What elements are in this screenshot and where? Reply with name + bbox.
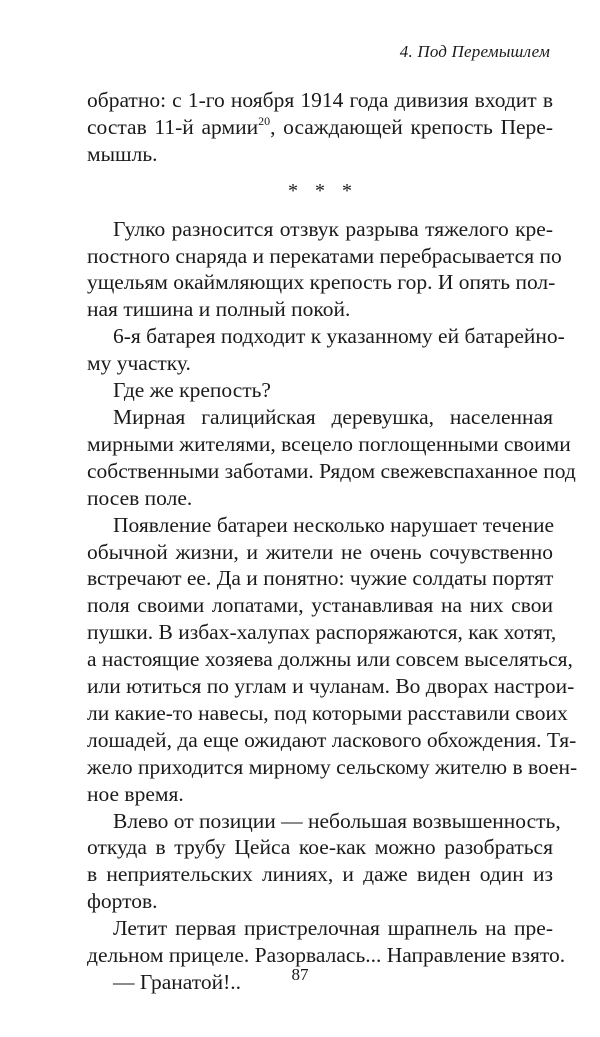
text-line: мышль.	[87, 141, 158, 166]
text-fragment: состав 11-й армии	[87, 114, 259, 139]
paragraph	[87, 915, 566, 969]
text-line: ная тишина и полный покой.	[87, 297, 351, 322]
text-line: фортов.	[87, 889, 158, 914]
running-head: 4. Под Перемышлем	[399, 42, 550, 61]
text-line: дельном прицеле. Разорвалась... Направление взято.	[87, 943, 566, 968]
text-line: Гулко разносится отзвук разрыва тяжелого кре-	[113, 216, 553, 241]
text-line: Где же крепость?	[113, 378, 271, 403]
text-line: или ютиться по углам и чуланам. Во дворах настрои-	[87, 674, 575, 699]
paragraph	[87, 216, 562, 324]
text-line: — Гранатой!..	[113, 970, 242, 994]
text-line: обратно: с 1-го ноября 1914 года дивизия входит в	[87, 88, 553, 112]
text-line: Мирная галицийская деревушка, населенная	[113, 404, 553, 429]
paragraph	[87, 808, 561, 916]
text-line: посев поле.	[87, 485, 193, 510]
paragraph	[87, 377, 553, 404]
text-line: постного снаряда и перекатами перебрасывается по	[87, 243, 562, 268]
text-line: Появление батареи несколько нарушает течение	[113, 512, 555, 537]
paragraph	[87, 512, 578, 808]
paragraph	[87, 404, 576, 512]
text-line: пушки. В избах-халупах распоряжаются, как хотят,	[87, 620, 557, 645]
text-line: ущельям окаймляющих крепость гор. И опять пол-	[87, 270, 556, 295]
main-text	[87, 87, 578, 996]
text-line: му участку.	[87, 351, 191, 376]
text-line: поля своими лопатами, устанавливая на них свои	[87, 593, 553, 618]
page-number: 87	[291, 965, 309, 984]
text-line: а настоящие хозяева должны или совсем выселяться,	[87, 647, 573, 672]
continuation-paragraph	[87, 87, 553, 168]
text-line: ли какие-то навесы, под которыми расставили своих	[87, 700, 568, 725]
text-line: собственными заботами. Рядом свежевспаханное под	[87, 458, 576, 483]
text-line: жело приходится мирному сельскому жителю в воен-	[87, 754, 578, 779]
text-line	[87, 114, 553, 141]
text-line: Влево от позиции — небольшая возвышенность,	[113, 808, 561, 833]
text-line: в неприятельских линиях, и даже виден один из	[87, 862, 553, 887]
text-line: обычной жизни, и жители не очень сочувственно	[87, 539, 553, 564]
footnote-reference: 20	[258, 113, 271, 128]
text-line: мирными жителями, всецело поглощенными своими	[87, 431, 571, 456]
section-separator: * * *	[288, 179, 358, 202]
text-line: лошадей, да еще ожидают ласкового обхождения. Тя-	[87, 727, 577, 752]
paragraph	[87, 323, 565, 377]
text-line: встречают ее. Да и понятно: чужие солдаты портят	[87, 566, 554, 591]
text-line: откуда в трубу Цейса кое-как можно разобраться	[87, 835, 553, 860]
text-line: ное время.	[87, 781, 184, 806]
text-line: Летит первая пристрелочная шрапнель на пре-	[113, 916, 553, 941]
text-line: 6-я батарея подходит к указанному ей батарейно-	[113, 324, 565, 349]
text-fragment: , осаждающей крепость Пере-	[270, 114, 553, 139]
